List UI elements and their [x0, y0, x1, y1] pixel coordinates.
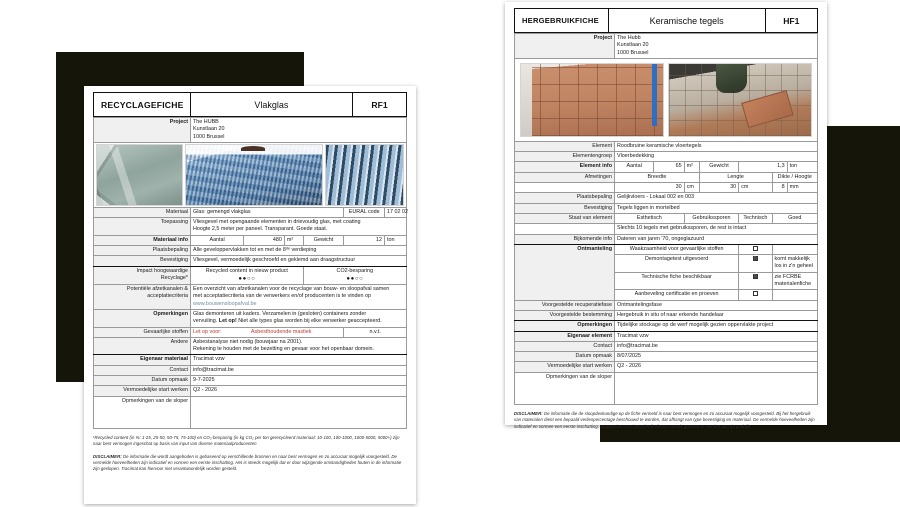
table-row-contact — [94, 365, 407, 375]
afzetkanalen-value — [191, 285, 407, 310]
co2-rating: ●●○○ — [346, 275, 364, 282]
opmerkingen-sloper-label: Opmerkingen van de sloper — [94, 396, 191, 428]
element-label: Element — [515, 141, 615, 151]
impact-recyclage-label — [94, 266, 191, 284]
hergebruikfiche-title-bar — [514, 8, 818, 33]
afmetingen-spacer — [515, 183, 615, 193]
document-code: HF1 — [783, 15, 800, 26]
table-row-bijkomende-info — [515, 234, 818, 244]
ontmanteling-item-3-note — [772, 290, 817, 300]
staat-note-spacer — [515, 224, 615, 234]
ontmanteling-item-2-note: zie FCRBE materialenfiche — [772, 272, 817, 290]
document-code: RF1 — [371, 99, 388, 110]
eigenaar-label: Eigenaar element — [515, 331, 615, 341]
checkbox-checked-icon[interactable] — [753, 274, 758, 279]
project-line-2: Kunstlaan 20 — [617, 42, 649, 49]
bevestiging-label: Bevestiging — [94, 256, 191, 266]
table-row-opmerkingen-sloper — [515, 372, 818, 404]
disclaimer-text: De informatie die wordt aangeboden is gebaseerd op verschillende bronnen en naar best vermogen en zo accuraat mogelijk voorgesteld. De vermelde hoeveelheden zijn indicatief en vormen een eerste inschatting. Het is steeds mogelijk dat er door wijzigende omstandigheden fouten in de informatie zijn geslopen. Tracimat kan hiervoor niet verantwoordelijk worden gesteld. — [93, 453, 402, 472]
eural-code-label: EURAL code — [344, 207, 385, 217]
afzetkanalen-line-1: Een overzicht van afzetkanalen voor de recyclage van bouw- en sloopafval samen — [193, 286, 390, 293]
contact-email[interactable]: info@tracimat.be — [191, 365, 407, 375]
table-row-project — [94, 118, 407, 143]
project-value — [615, 34, 818, 59]
disclaimer-text: De informatie die de sloopdeskundige op de fiche vermeld is naar best vermogen en zo accuraat mogelijk voorgesteld. Bij het hergebruik van materialen dient een bepaald verliespercentage beschouwd te worden, dat afhangt van type bevestiging en materiaal. De vermelde hoeveelheden zijn indicatief en vormen een eerste inschatting. Suggesties voor hergebruik dienen steeds getoetst te worden aan de praktijk. — [514, 410, 815, 429]
opmerkingen-warning: Let op! — [218, 318, 237, 325]
ontmanteling-item-1-checkbox[interactable] — [739, 255, 772, 273]
project-line-1: The HUBB — [193, 119, 219, 125]
project-value — [191, 118, 407, 143]
andere-line-2: Rekening te houden met de bezetting en gevaar voor het openbaar domein. — [193, 346, 375, 353]
project-label: Project — [94, 118, 191, 143]
table-row-toepassing — [94, 218, 407, 236]
table-row-start-werken — [515, 362, 818, 372]
bijkomende-info-value: Dateren van jaren '70, ongeglazuurd — [615, 234, 818, 244]
impact-label-line-2: Recyclage* — [160, 274, 189, 281]
gewicht-unit: ton — [787, 162, 817, 172]
gevaarlijke-stoffen-label: Gevaarlijke stoffen — [94, 327, 191, 337]
ontmanteling-item-2-checkbox[interactable] — [739, 272, 772, 290]
table-row-materiaal — [94, 207, 407, 217]
dikte-unit: mm — [787, 183, 817, 193]
elementengroep-value: Vloerbedekking — [615, 152, 818, 162]
gevaarlijke-nvt: n.v.t. — [344, 327, 407, 337]
table-row-afmetingen-headers — [515, 172, 818, 182]
table-row-element — [515, 141, 818, 151]
table-row-ontmanteling-1 — [515, 244, 818, 254]
table-row-staat-note — [515, 224, 818, 234]
gevaarlijke-prefix: Let op voor: — [193, 328, 222, 335]
start-werken-label: Vermoedelijke start werken — [515, 362, 615, 372]
recycled-content-label: Recycled content in nieuw product — [205, 267, 288, 274]
gewicht-unit: ton — [385, 235, 407, 245]
checkbox-checked-icon[interactable] — [753, 256, 758, 261]
esthetisch-value: Gebruikssporen — [684, 213, 739, 223]
opmerkingen-line-1: Glas demonteren uit kaders. Verzamelen in (gesloten) containers zonder — [193, 310, 367, 317]
technisch-value: Goed — [772, 213, 817, 223]
gewicht-value: 12 — [344, 235, 385, 245]
table-row-eigenaar — [94, 355, 407, 365]
contact-label: Contact — [515, 341, 615, 351]
ontmanteling-item-3-checkbox[interactable] — [739, 290, 772, 300]
ceramic-floor-tiles-photo — [520, 63, 664, 137]
table-row-opmerkingen — [515, 321, 818, 331]
aantal-unit: m² — [684, 162, 699, 172]
hergebruikfiche-table — [514, 33, 818, 405]
aantal-label: Aantal — [191, 235, 244, 245]
lengte-unit: cm — [739, 183, 772, 193]
plaatsbepaling-value: Alle geveloppervlakken tot en met de 8ᵈᵉ verdieping — [191, 246, 407, 256]
materiaal-value: Glas: gemengd vlakglas — [191, 207, 344, 217]
opmerkingen-line-2 — [193, 318, 404, 325]
plaatsbepaling-label: Plaatsbepaling — [515, 193, 615, 203]
afzetkanalen-label-line-2: acceptatiecriteria — [147, 293, 189, 300]
esthetisch-label: Esthetisch — [615, 213, 685, 223]
staat-note: Slechts 10 tegels met gebruikssporen, de rest is intact — [615, 224, 818, 234]
plaatsbepaling-label: Plaatsbepaling — [94, 246, 191, 256]
project-label: Project — [515, 34, 615, 59]
broken-glass-photo — [96, 144, 183, 206]
bestemming-label: Voorgestelde bestemming — [515, 310, 615, 320]
datum-label: Datum opmaak — [94, 376, 191, 386]
table-row-project — [515, 34, 818, 59]
plaatsbepaling-value: Gelijkvloers - Lokaal 002 en 003 — [615, 193, 818, 203]
technisch-label: Technisch — [739, 213, 772, 223]
toepassing-label: Toepassing — [94, 218, 191, 236]
recyclagefiche-title-bar — [93, 92, 407, 117]
elementengroep-label: Elementengroep — [515, 152, 615, 162]
opmerkingen-value: Tijdelijke stockage op de werf mogelijk gezien oppervlakte project — [615, 321, 818, 331]
opmerkingen-label: Opmerkingen — [94, 309, 191, 327]
aantal-unit: m² — [284, 235, 303, 245]
project-line-3: 1000 Brussel — [193, 133, 225, 140]
disclaimer-prefix: DISCLAIMER: — [93, 453, 122, 459]
element-name: Keramische tegels — [609, 9, 766, 32]
decorative-black-panel-right — [820, 126, 900, 438]
opmerkingen-sloper-label: Opmerkingen van de sloper — [515, 372, 615, 404]
materiaal-label: Materiaal — [94, 207, 191, 217]
glass-facade-detail-photo — [325, 144, 404, 206]
table-row-impact — [94, 266, 407, 284]
afzetkanalen-label-line-1: Potentiële afzetkanalen & — [126, 286, 189, 293]
co2-label: CO2-besparing — [336, 267, 374, 274]
opmerkingen-label: Opmerkingen — [515, 321, 615, 331]
start-werken-label: Vermoedelijke start werken — [94, 386, 191, 396]
table-row-afmetingen-values — [515, 183, 818, 193]
breedte-label: Breedte — [615, 172, 700, 182]
bevestiging-label: Bevestiging — [515, 203, 615, 213]
table-row-bestemming — [515, 310, 818, 320]
dikte-label: Dikte / Hoogte — [772, 172, 817, 182]
bijkomende-info-label: Bijkomende info — [515, 234, 615, 244]
toepassing-line-1: Vliesgevel met opengaande elementen in drievoudig glas, met coating — [193, 219, 361, 226]
tile-removal-worker-photo — [668, 63, 812, 137]
co2-cell — [303, 266, 406, 284]
table-row-staat-van-element — [515, 213, 818, 223]
eural-code-value: 17 02 02 — [385, 207, 407, 217]
recuperatiefase-value: Ontmantelingsfase — [615, 300, 818, 310]
table-row-opmerkingen-sloper — [94, 396, 407, 428]
toepassing-value — [191, 218, 407, 236]
afzetkanalen-link[interactable]: www.bouwensloopafval.be — [193, 300, 257, 307]
eigenaar-value: Tracimat vzw — [615, 331, 818, 341]
bevestiging-value: Tegels liggen in mortelbed — [615, 203, 818, 213]
table-row-materiaal-info — [94, 235, 407, 245]
table-row-gevaarlijke-stoffen — [94, 327, 407, 337]
table-row-eigenaar — [515, 331, 818, 341]
photo-gallery — [94, 142, 407, 207]
afzetkanalen-label — [94, 285, 191, 310]
datum-value: 9-7-2025 — [191, 376, 407, 386]
gewicht-label: Gewicht — [303, 235, 344, 245]
recyclagefiche-document — [84, 86, 416, 504]
table-row-plaatsbepaling — [515, 193, 818, 203]
table-row-element-info — [515, 162, 818, 172]
disclaimer-prefix: DISCLAIMER: — [514, 410, 543, 416]
breedte-unit: cm — [684, 183, 699, 193]
gewicht-label: Gewicht — [699, 162, 738, 172]
aantal-value: 65 — [654, 162, 684, 172]
ontmanteling-item-3-text: Aanbeveling certificatie en proeven — [615, 290, 739, 300]
footnote-disclaimer — [93, 454, 407, 473]
breedte-value: 30 — [615, 183, 685, 193]
lengte-label: Lengte — [699, 172, 772, 182]
eigenaar-label: Eigenaar materiaal — [94, 355, 191, 365]
table-row-elementengroep — [515, 152, 818, 162]
ontmanteling-item-0-note — [772, 244, 817, 254]
datum-value: 8/07/2025 — [615, 352, 818, 362]
table-row-photos — [94, 142, 407, 207]
opmerkingen-value — [191, 309, 407, 327]
element-value: Roodbruine keramische vloertegels — [615, 141, 818, 151]
staat-label: Staat van element — [515, 213, 615, 223]
recuperatiefase-label: Voorgestelde recuperatiefase — [515, 300, 615, 310]
glass-facade-building-photo — [185, 144, 323, 206]
document-type-label: HERGEBRUIKFICHE — [515, 9, 609, 32]
bevestiging-value: Vliesgevel, vermoedelijk geschroefd en geklemd aan draagstructuur — [191, 256, 407, 266]
opmerkingen-sloper-value[interactable] — [615, 372, 818, 404]
gevaarlijke-substance: Asbesthoudende mastiek — [250, 328, 312, 335]
table-row-photos — [515, 58, 818, 141]
opmerkingen-sloper-value[interactable] — [191, 396, 407, 428]
afmetingen-label: Afmetingen — [515, 172, 615, 182]
bestemming-value: Hergebruik in situ of naar erkende handelaar — [615, 310, 818, 320]
recycled-content-cell — [191, 266, 304, 284]
table-row-start-werken — [94, 386, 407, 396]
andere-label: Andere — [94, 337, 191, 355]
opmerkingen-l2-a: vervuiling. — [193, 318, 219, 325]
lengte-value: 30 — [699, 183, 738, 193]
project-line-3: 1000 Brussel — [617, 49, 649, 56]
impact-label-line-1: Impact hoogwaardige — [136, 267, 189, 274]
checkbox-icon[interactable] — [753, 246, 758, 251]
aantal-label: Aantal — [615, 162, 654, 172]
dikte-value: 8 — [772, 183, 787, 193]
start-werken-value: Q2 - 2026 — [615, 362, 818, 372]
table-row-recuperatiefase — [515, 300, 818, 310]
element-info-label: Element info — [515, 162, 615, 172]
ontmanteling-label: Ontmanteling — [515, 244, 615, 300]
contact-email[interactable]: info@tracimat.be — [615, 341, 818, 351]
opmerkingen-l2-c: Niet alle types glas worden bij elke verwerker geaccepteerd. — [236, 318, 382, 325]
toepassing-line-2: Hoogte 2,5 meter per paneel. Transparant. Goede staat. — [193, 226, 328, 233]
start-werken-value: Q2 - 2026 — [191, 386, 407, 396]
footnote-disclaimer — [514, 411, 818, 430]
andere-value — [191, 337, 407, 355]
table-row-contact — [515, 341, 818, 351]
table-row-afzetkanalen — [94, 285, 407, 310]
checkbox-icon[interactable] — [753, 291, 758, 296]
ontmanteling-item-2-text: Technische fiche beschikbaar — [615, 272, 739, 290]
table-row-andere — [94, 337, 407, 355]
materiaal-info-label: Materiaal info — [94, 235, 191, 245]
afzetkanalen-line-2: met acceptatiecriteria van de verwerkers en/of producenten is te vinden op — [193, 293, 372, 300]
eigenaar-value: Tracimat vzw — [191, 355, 407, 365]
table-row-opmerkingen — [94, 309, 407, 327]
andere-line-1: Asbestanalyse niet nodig (bouwjaar na 2001). — [193, 338, 303, 345]
ontmanteling-item-1-text: Demontagetest uitgevoerd — [615, 255, 739, 273]
hergebruikfiche-document — [505, 2, 827, 429]
table-row-datum — [94, 376, 407, 386]
project-line-2: Kunstlaan 20 — [193, 126, 225, 133]
table-row-plaatsbepaling — [94, 246, 407, 256]
table-row-bevestiging — [515, 203, 818, 213]
datum-label: Datum opmaak — [515, 352, 615, 362]
contact-label: Contact — [94, 365, 191, 375]
document-type-label: RECYCLAGEFICHE — [94, 93, 191, 116]
material-name: Vlakglas — [191, 93, 353, 116]
ontmanteling-item-0-text: Waakzaamheid voor gevaarlijke stoffen — [615, 244, 739, 254]
gevaarlijke-stoffen-value — [191, 327, 344, 337]
table-row-bevestiging — [94, 256, 407, 266]
photo-gallery — [515, 58, 818, 141]
recyclagefiche-table — [93, 117, 407, 429]
aantal-value: 480 — [244, 235, 285, 245]
footnote-recycled-content: ¹Recycled content (in %: 1-25, 25-50, 50-75, 75-100) en CO₂-besparing (in kg CO₂ per ton gerecycleerd materiaal: 10-100, 100-1000, 1000-5000, 5000+) zijn naar best vermogen ingeschat op basis van input van diverse materiaalproducenten — [93, 434, 400, 447]
ontmanteling-item-1-note: komt makkelijk los in z'n geheel — [772, 255, 817, 273]
recycled-content-rating: ●●○○ — [238, 275, 256, 282]
table-row-datum — [515, 352, 818, 362]
gewicht-value: 1,3 — [739, 162, 787, 172]
project-line-1: The Hubb — [617, 35, 641, 41]
